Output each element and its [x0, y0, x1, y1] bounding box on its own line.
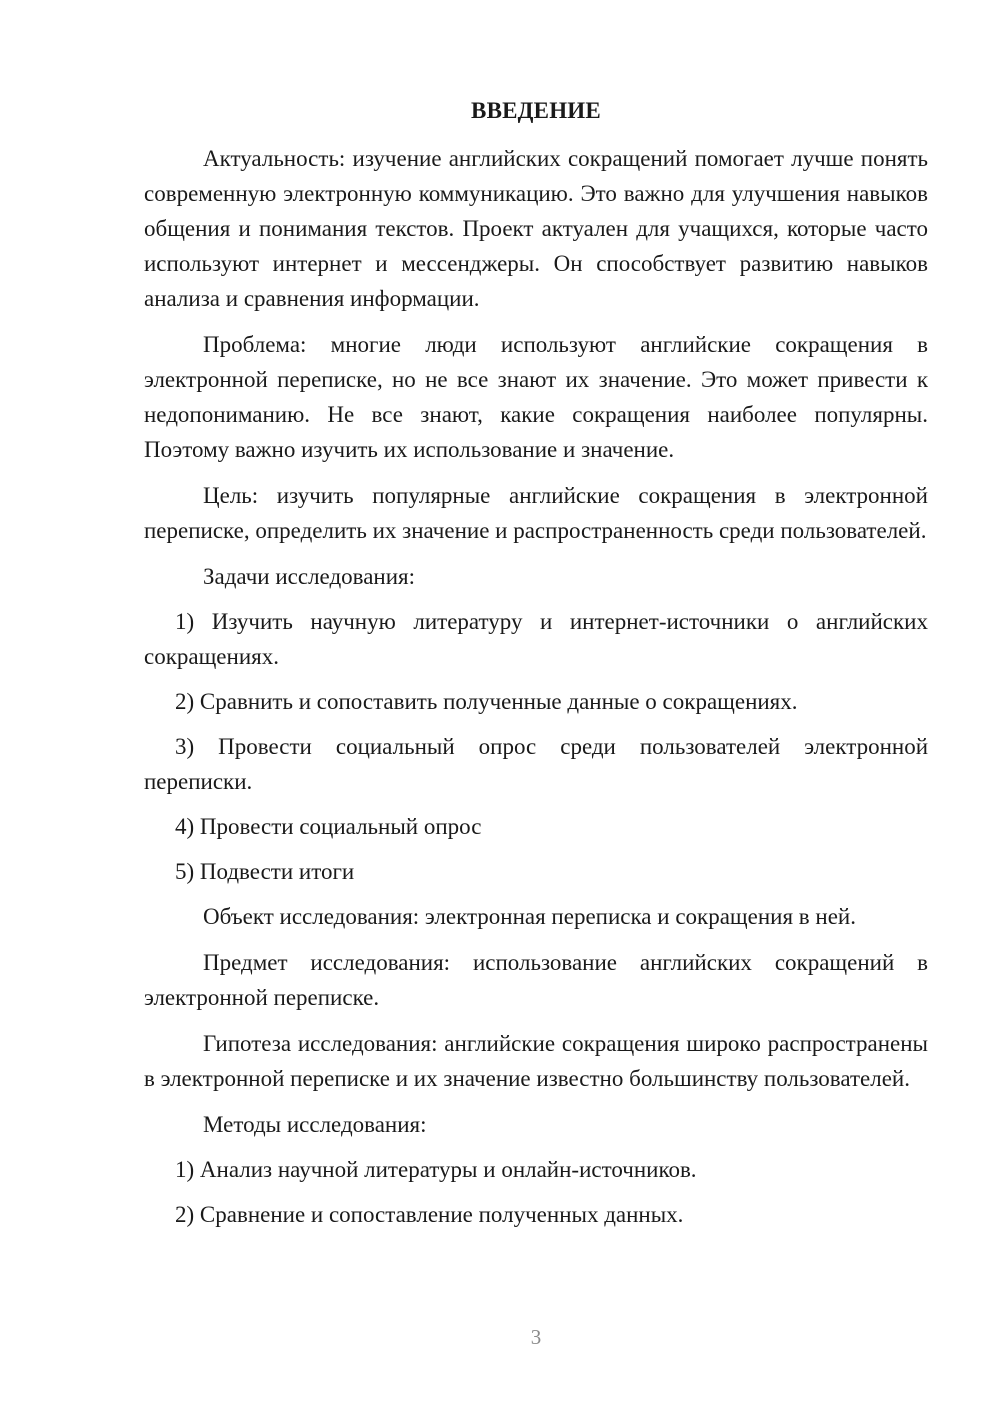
page-title: ВВЕДЕНИЕ [471, 98, 601, 123]
method-item: 2) Сравнение и сопоставление полученных данных. [175, 1202, 684, 1227]
subject-paragraph: Предмет исследования: использование английских сокращений в электронной переписке. [144, 950, 928, 1010]
goal-paragraph: Цель: изучить популярные английские сокращения в электронной переписке, определить их значение и распространенность среди пользователей. [144, 483, 928, 543]
task-item: 4) Провести социальный опрос [175, 814, 482, 839]
object-paragraph: Объект исследования: электронная переписка и сокращения в ней. [203, 904, 856, 929]
relevance-paragraph: Актуальность: изучение английских сокращений помогает лучше понять современную электронную коммуникацию. Это важно для улучшения навыков общения и понимания текстов. Проект актуален для учащихся, которые часто используют интернет и мессенджеры. Он способствует развитию навыков анализа и сравнения информации. [144, 146, 928, 311]
page-number: 3 [530, 1325, 542, 1349]
method-item: 1) Анализ научной литературы и онлайн-источников. [175, 1157, 697, 1182]
task-item: 3) Провести социальный опрос среди пользователей электронной переписки. [144, 734, 928, 794]
document-page [144, 96, 928, 1242]
tasks-heading: Задачи исследования: [203, 564, 416, 589]
problem-paragraph: Проблема: многие люди используют английские сокращения в электронной переписке, но не все знают их значение. Это может привести к недопониманию. Не все знают, какие сокращения наиболее популярны. Поэтому важно изучить их использование и значение. [144, 332, 928, 462]
methods-heading: Методы исследования: [203, 1112, 427, 1137]
task-item: 1) Изучить научную литературу и интернет-источники о английских сокращениях. [144, 609, 928, 669]
hypothesis-paragraph: Гипотеза исследования: английские сокращения широко распространены в электронной переписке и их значение известно большинству пользователей. [144, 1031, 928, 1091]
task-item: 2) Сравнить и сопоставить полученные данные о сокращениях. [175, 689, 798, 714]
task-item: 5) Подвести итоги [175, 859, 355, 884]
